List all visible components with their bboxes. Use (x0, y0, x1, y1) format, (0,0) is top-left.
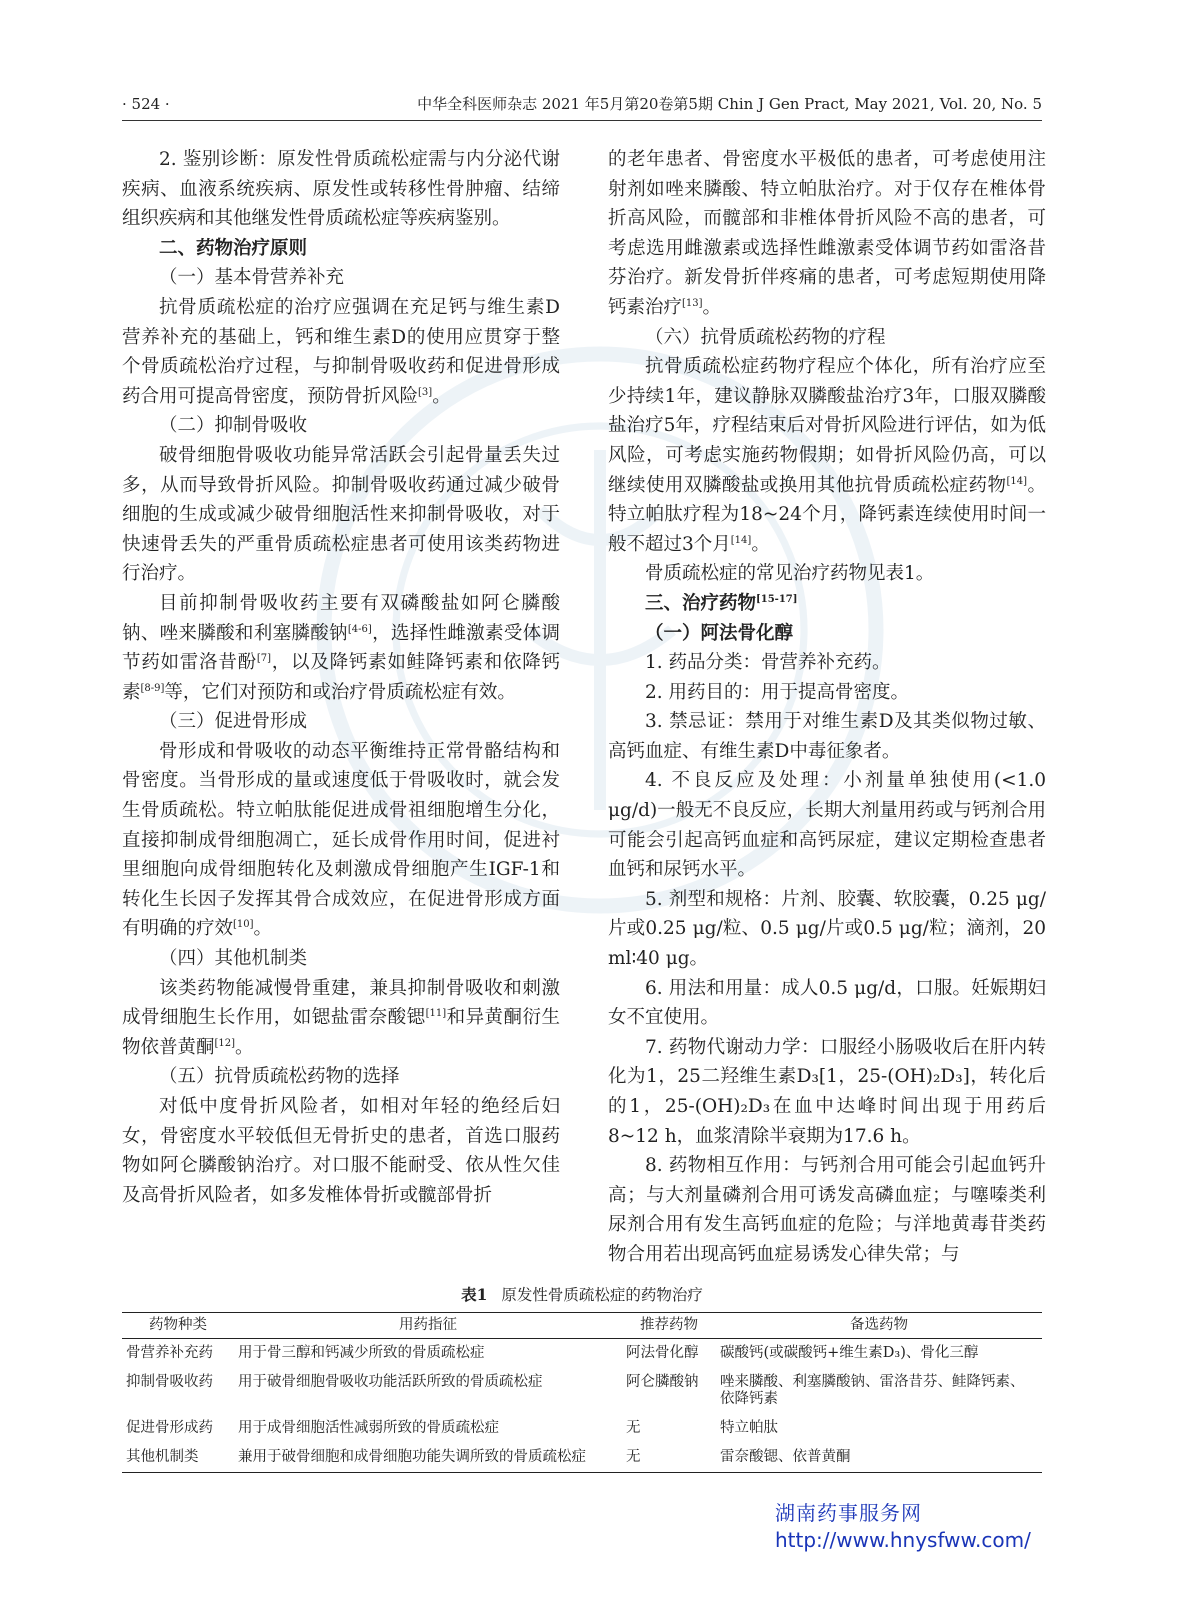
paragraph-text: （一）基本骨营养补充 (159, 267, 345, 289)
citation-ref: [10] (233, 919, 254, 931)
table-header-row (122, 1313, 1042, 1339)
paragraph (608, 678, 1046, 708)
cell-indication: 用于骨三醇和钙减少所致的骨质疏松症 (238, 1345, 485, 1361)
paragraph-text: ，以及降钙素如鲑降钙素和依降钙素 (122, 652, 560, 703)
paragraph (122, 411, 560, 441)
paragraph (608, 648, 1046, 678)
citation-ref: [15-17] (756, 593, 798, 605)
left-column (122, 145, 560, 1210)
col-header-drug-class: 药物种类 (122, 1313, 234, 1339)
paragraph-text: 7. 药物代谢动力学：口服经小肠吸收后在肝内转化为1，25二羟维生素D₃[1，25-(OH)₂D₃]，转化后的1，25-(OH)₂D₃在血中达峰时间出现于用药后8~12 h，血浆清除半衰期为17.6 h。 (608, 1036, 1046, 1147)
cell-alternatives: 雷奈酸锶、依普黄酮 (716, 1443, 1042, 1473)
paragraph-text: 。 (235, 1036, 254, 1058)
paragraph (122, 441, 560, 589)
table-row (122, 1368, 1042, 1414)
paragraph-text: ，选择性雌激素受体调节药如雷洛昔酚 (122, 622, 560, 674)
paragraph-text: 的老年患者、骨密度水平极低的患者，可考虑使用注射剂如唑来膦酸、特立帕肽治疗。对于仅存在椎体骨折高风险，而髋部和非椎体骨折风险不高的患者，可考虑选用雌激素或选择性雌激素受体调节药如雷洛昔芬治疗。新发骨折伴疼痛的患者，可考虑短期使用降钙素治疗 (608, 149, 1046, 318)
table-row (122, 1339, 1042, 1369)
cell-recommended: 无 (622, 1443, 716, 1473)
cell-alternatives: 唑来膦酸、利塞膦酸钠、雷洛昔芬、鲑降钙素、依降钙素 (720, 1374, 1025, 1407)
paragraph (122, 974, 560, 1063)
paragraph (122, 944, 560, 974)
cell-alternatives: 碳酸钙(或碳酸钙+维生素D₃)、骨化三醇 (720, 1345, 979, 1361)
paragraph (608, 352, 1046, 559)
paragraph-text: 骨质疏松症的常见治疗药物见表1。 (645, 563, 935, 585)
cell-recommended: 无 (626, 1420, 641, 1436)
paragraph-text: 8. 药物相互作用：与钙剂合用可能会引起血钙升高；与大剂量磷剂合用可诱发高磷血症；与噻嗪类利尿剂合用有发生高钙血症的危险；与洋地黄毒苷类药物合用若出现高钙血症易诱发心律失常；与 (608, 1155, 1046, 1265)
running-header (122, 92, 1042, 121)
paragraph-text: （五）抗骨质疏松药物的选择 (159, 1066, 400, 1088)
table-title: 原发性骨质疏松症的药物治疗 (501, 1286, 703, 1304)
paragraph (608, 1033, 1046, 1151)
paragraph-text: 二、药物治疗原则 (159, 237, 308, 259)
cell-alternatives: 特立帕肽 (720, 1420, 778, 1436)
table-caption (122, 1284, 1042, 1306)
journal-citation: 中华全科医师杂志 2021 年5月第20卷第5期 Chin J Gen Pract, May 2021, Vol. 20, No. 5 (417, 95, 1042, 113)
paragraph-text: 5. 剂型和规格：片剂、胶囊、软胶囊，0.25 μg/片或0.25 μg/粒、0.5 μg/片或0.5 μg/粒；滴剂，20 ml∶40 μg。 (608, 888, 1046, 970)
paragraph-text: 该类药物能减慢骨重建，兼具抑制骨吸收和刺激成骨细胞生长作用，如锶盐雷奈酸锶 (122, 977, 560, 1029)
citation-ref: [12] (214, 1037, 236, 1049)
paragraph-text: 。 (702, 296, 722, 318)
citation-ref: [8-9] (140, 682, 165, 694)
paragraph (608, 766, 1046, 884)
paragraph (608, 559, 1046, 589)
paragraph (122, 589, 560, 707)
paragraph (122, 263, 560, 293)
cell-recommended: 阿法骨化醇 (626, 1345, 699, 1361)
section-heading (608, 619, 1046, 649)
cell-indication: 用于成骨细胞活性减弱所致的骨质疏松症 (238, 1420, 499, 1436)
cell-drug-class: 促进骨形成药 (126, 1420, 213, 1436)
citation-ref: [14] (1006, 475, 1027, 487)
citation-ref: [13] (682, 297, 703, 309)
col-header-recommended: 推荐药物 (622, 1313, 716, 1339)
watermark-site-name: 湖南药事服务网 (775, 1501, 922, 1525)
paragraph (608, 1151, 1046, 1269)
citation-ref: [11] (425, 1008, 447, 1020)
table-number: 表1 (461, 1285, 488, 1304)
paragraph (122, 293, 560, 411)
paragraph-text: 1. 药品分类：骨营养补充药。 (645, 652, 891, 674)
paragraph-text: 三、治疗药物 (645, 592, 757, 614)
paragraph-text: （二）抑制骨吸收 (159, 415, 308, 437)
paragraph (122, 145, 560, 234)
cell-drug-class: 其他机制类 (122, 1443, 234, 1473)
paragraph-text: 对低中度骨折风险者，如相对年轻的绝经后妇女，骨密度水平较低但无骨折史的患者，首选口服药物如阿仑膦酸钠治疗。对口服不能耐受、依从性欠佳及高骨折风险者，如多发椎体骨折或髋部骨折 (122, 1096, 560, 1206)
page-number: · 524 · (122, 95, 170, 113)
site-watermark (775, 1500, 1075, 1554)
paragraph (122, 1092, 560, 1210)
citation-ref: [7] (256, 652, 272, 664)
paragraph (122, 737, 560, 944)
paragraph (122, 1062, 560, 1092)
paragraph (608, 885, 1046, 974)
paragraph-text: 目前抑制骨吸收药主要有双磷酸盐如阿仑膦酸钠、唑来膦酸和利塞膦酸钠 (122, 592, 560, 644)
paragraph-text: 骨形成和骨吸收的动态平衡维持正常骨骼结构和骨密度。当骨形成的量或速度低于骨吸收时，就会发生骨质疏松。特立帕肽能促进成骨祖细胞增生分化，直接抑制成骨细胞凋亡，延长成骨作用时间，促进衬里细胞向成骨细胞转化及刺激成骨细胞产生IGF-1和转化生长因子发挥其骨合成效应，在促进骨形成方面有明确的疗效 (122, 740, 560, 940)
watermark-site-url: http://www.hnysfww.com/ (775, 1528, 1031, 1552)
paragraph-text: 等，它们对预防和或治疗骨质疏松症有效。 (164, 681, 516, 703)
paragraph-text: 4. 不良反应及处理：小剂量单独使用(<1.0 μg/d)一般无不良反应，长期大剂量用药或与钙剂合用可能会引起高钙血症和高钙尿症，建议定期检查患者血钙和尿钙水平。 (608, 770, 1046, 881)
citation-ref: [4-6] (347, 623, 372, 635)
section-heading (122, 234, 560, 264)
paragraph (608, 707, 1046, 766)
paragraph-text: （六）抗骨质疏松药物的疗程 (645, 326, 886, 348)
citation-ref: [3] (418, 386, 433, 398)
paragraph-text: 2. 用药目的：用于提高骨密度。 (645, 681, 910, 703)
paragraph-text: （一）阿法骨化醇 (645, 622, 794, 644)
paragraph-text: 。 (432, 385, 451, 407)
paragraph-text: 。 (751, 533, 770, 555)
table-row (122, 1414, 1042, 1443)
paragraph-text: 破骨细胞骨吸收功能异常活跃会引起骨量丢失过多，从而导致骨折风险。抑制骨吸收药通过减少破骨细胞的生成或减少破骨细胞活性来抑制骨吸收，对于快速骨丢失的严重骨质疏松症患者可使用该类药物进行治疗。 (122, 444, 560, 585)
paragraph-text: 2. 鉴别诊断：原发性骨质疏松症需与内分泌代谢疾病、血液系统疾病、原发性或转移性骨肿瘤、结缔组织疾病和其他继发性骨质疏松症等疾病鉴别。 (122, 149, 560, 230)
table-row (122, 1443, 1042, 1473)
paragraph (122, 707, 560, 737)
paragraph-text: 抗骨质疏松症药物疗程应个体化，所有治疗应至少持续1年，建议静脉双膦酸盐治疗3年，口服双膦酸盐治疗5年，疗程结束后对骨折风险进行评估，如为低风险，可考虑实施药物假期；如骨折风险仍高，可以继续使用双膦酸盐或换用其他抗骨质疏松症药物 (608, 356, 1046, 496)
table-1 (122, 1284, 1042, 1473)
section-heading (608, 589, 1046, 619)
paragraph (608, 145, 1046, 323)
col-header-indication: 用药指征 (234, 1313, 622, 1339)
paragraph-text: 3. 禁忌证：禁用于对维生素D及其类似物过敏、高钙血症、有维生素D中毒征象者。 (608, 711, 1046, 762)
cell-drug-class: 骨营养补充药 (126, 1345, 213, 1361)
paragraph-text: 。特立帕肽疗程为18~24个月，降钙素连续使用时间一般不超过3个月 (608, 474, 1046, 555)
cell-recommended: 阿仑膦酸钠 (626, 1374, 699, 1390)
paragraph-text: （四）其他机制类 (159, 948, 308, 970)
cell-indication: 用于破骨细胞骨吸收功能活跃所致的骨质疏松症 (238, 1374, 543, 1390)
cell-indication: 兼用于破骨细胞和成骨细胞功能失调所致的骨质疏松症 (234, 1443, 622, 1473)
drug-table (122, 1312, 1042, 1473)
paragraph-text: （三）促进骨形成 (159, 711, 308, 733)
paragraph-text: 6. 用法和用量：成人0.5 μg/d，口服。妊娠期妇女不宜使用。 (608, 977, 1046, 1029)
paragraph-text: 抗骨质疏松症的治疗应强调在充足钙与维生素D营养补充的基础上，钙和维生素D的使用应贯穿于整个骨质疏松治疗过程，与抑制骨吸收药和促进骨形成药合用可提高骨密度，预防骨折风险 (122, 296, 560, 407)
paragraph-text: 和异黄酮衍生物依普黄酮 (122, 1007, 560, 1058)
citation-ref: [14] (730, 534, 752, 546)
paragraph (608, 974, 1046, 1033)
paragraph (608, 323, 1046, 353)
col-header-alternatives: 备选药物 (716, 1313, 1042, 1339)
right-column (608, 145, 1046, 1270)
cell-drug-class: 抑制骨吸收药 (126, 1374, 213, 1390)
paragraph-text: 。 (253, 918, 273, 940)
